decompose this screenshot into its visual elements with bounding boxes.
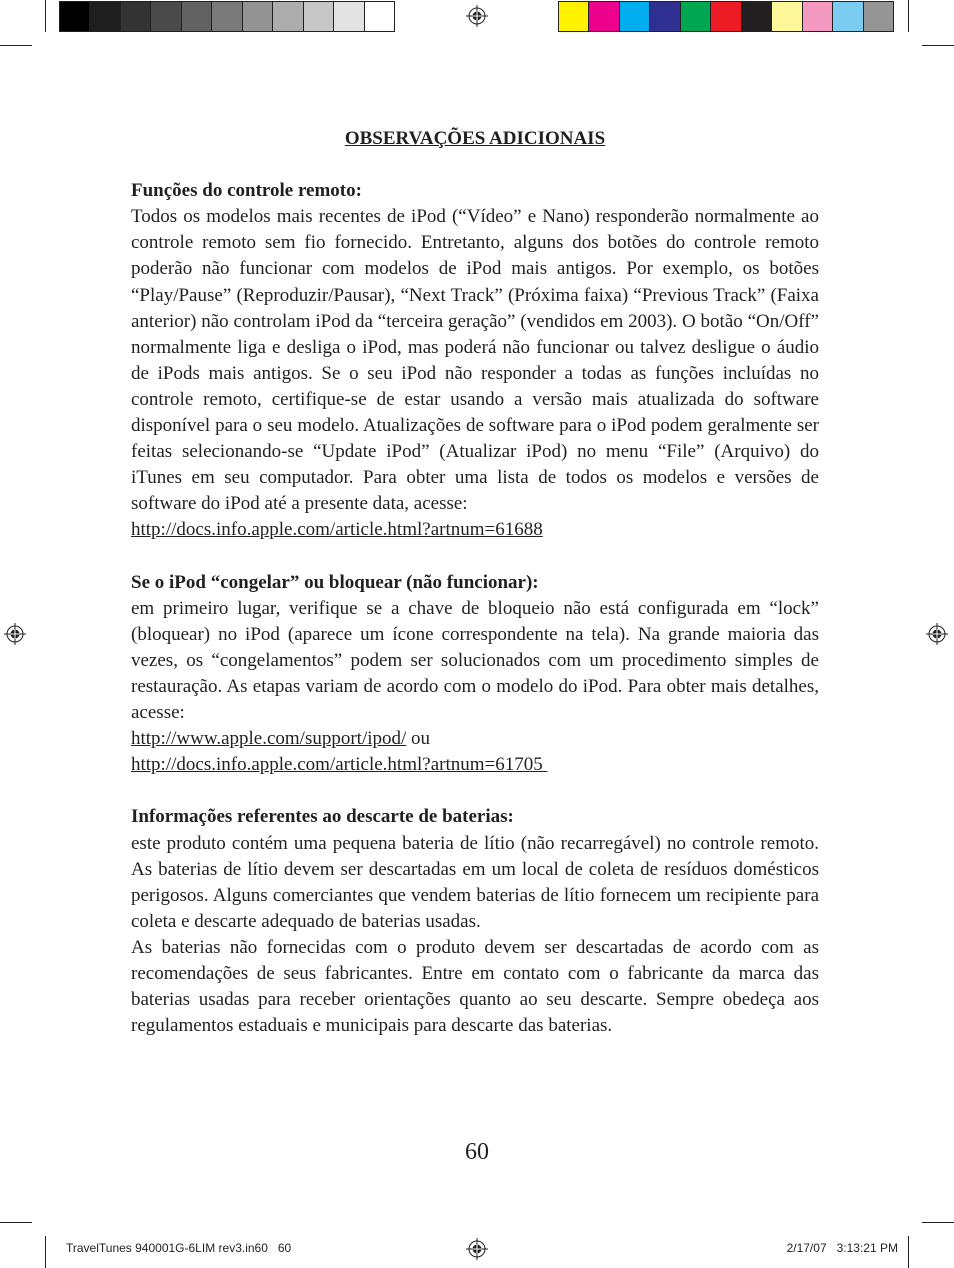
color-swatch <box>742 2 772 31</box>
gray-swatch <box>60 2 90 31</box>
color-swatch <box>711 2 741 31</box>
color-swatch <box>833 2 863 31</box>
crop-mark <box>922 1222 954 1223</box>
process-color-bar <box>558 1 894 32</box>
crop-mark <box>908 1236 909 1268</box>
registration-mark-icon <box>466 5 488 27</box>
color-swatch <box>681 2 711 31</box>
color-swatch <box>620 2 650 31</box>
gray-swatch <box>182 2 212 31</box>
color-swatch <box>589 2 619 31</box>
registration-mark-icon <box>926 623 948 645</box>
page-body <box>131 126 819 1039</box>
color-swatch <box>559 2 589 31</box>
crop-mark <box>45 1236 46 1268</box>
section-paragraph: Todos os modelos mais recentes de iPod (“Vídeo” e Nano) responderão normalmente ao controle remoto sem fio fornecido. Entretanto, alguns dos botões do controle remoto poderão não funcionar com modelos de iPod mais antigos. Por exemplo, os botões “Play/Pause” (Reproduzir/Pausar), “Next Track” (Próxima faixa) “Previous Track” (Faixa anterior) não controlam iPod da “terceira geração” (vendidos em 2003). O botão “On/Off” normalmente liga e desliga o iPod, mas poderá não funcionar ou talvez desligue o áudio de iPods mais antigos. Se o seu iPod não responder a todas as funções incluídas no controle remoto, certifique-se de estar usando a versão mais atualizada do software disponível para o seu modelo. Atualizações de software para o iPod podem geralmente ser feitas selecionando-se “Update iPod” (Atualizar iPod) no menu “File” (Arquivo) do iTunes em seu computador. Para obter uma lista de todos os modelos e versões de software do iPod até a presente data, acesse: <box>131 206 819 515</box>
page-heading: OBSERVAÇÕES ADICIONAIS <box>344 128 606 149</box>
color-swatch <box>803 2 833 31</box>
section-paragraph: este produto contém uma pequena bateria de lítio (não recarregável) no controle remoto. As baterias de lítio devem ser descartadas em um local de coleta de resíduos domésticos perigosos. Alguns comerciantes que vendem baterias de lítio fornecem um recipiente para coleta e descarte adequado de baterias usadas. <box>131 832 819 932</box>
gray-swatch <box>365 2 394 31</box>
crop-mark <box>0 45 32 46</box>
section-title-freeze: Se o iPod “congelar” ou bloquear (não funcionar): <box>131 571 539 593</box>
gray-swatch <box>212 2 242 31</box>
section-paragraph: em primeiro lugar, verifique se a chave de bloqueio não está configurada em “lock” (bloquear) no iPod (aparece um ícone correspondente na tela). Na grande maioria das vezes, os “congelamentos” podem ser solucionados com um procedimento simples de restauração. As etapas variam de acordo com o modelo do iPod. Para obter mais detalhes, acesse: <box>131 597 819 724</box>
link-joiner-text: ou <box>406 728 431 750</box>
gray-swatch <box>121 2 151 31</box>
grayscale-color-bar <box>59 1 395 32</box>
gray-swatch <box>90 2 120 31</box>
crop-mark <box>908 0 909 32</box>
section-paragraph: As baterias não fornecidas com o produto devem ser descartadas de acordo com as recomendações de seus fabricantes. Entre em contato com o fabricante da marca das baterias usadas para receber orientações quanto ao seu descarte. Sempre obedeça aos regulamentos estaduais e municipais para descarte das baterias. <box>131 936 819 1037</box>
section-title-remote: Funções do controle remoto: <box>131 180 362 202</box>
link-line <box>131 726 819 752</box>
apple-docs-link-61705[interactable]: http://docs.info.apple.com/article.html?artnum=61705 <box>131 754 548 776</box>
color-swatch <box>650 2 680 31</box>
gray-swatch <box>304 2 334 31</box>
page-number: 60 <box>465 1139 489 1165</box>
apple-docs-link-61688[interactable]: http://docs.info.apple.com/article.html?artnum=61688 <box>131 519 543 541</box>
apple-support-ipod-link[interactable]: http://www.apple.com/support/ipod/ <box>131 728 407 750</box>
crop-mark <box>922 45 954 46</box>
gray-swatch <box>243 2 273 31</box>
gray-swatch <box>273 2 303 31</box>
gray-swatch <box>334 2 364 31</box>
gray-swatch <box>151 2 181 31</box>
crop-mark <box>0 1222 32 1223</box>
color-swatch <box>864 2 893 31</box>
slug-timestamp: 2/17/07 3:13:21 PM <box>786 1241 898 1255</box>
registration-mark-icon <box>4 623 26 645</box>
color-swatch <box>772 2 802 31</box>
slug-file-info: TravelTunes 940001G-6LIM rev3.in60 60 <box>66 1241 292 1255</box>
section-title-battery: Informações referentes ao descarte de baterias: <box>131 806 514 828</box>
registration-mark-icon <box>466 1238 488 1260</box>
crop-mark <box>45 0 46 32</box>
